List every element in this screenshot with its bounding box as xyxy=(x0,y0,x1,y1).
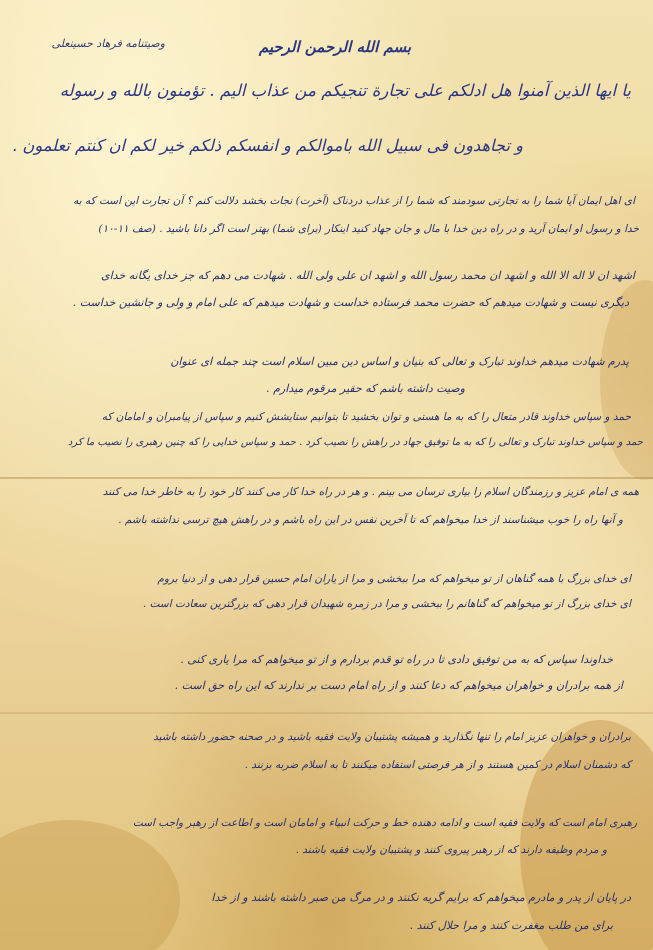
text-line: ای اهل ایمان آیا شما را به تجارتی سودمند که شما را از عذاب دردناک (آخرت) نجات بخشد دلالت کنم ؟ آن تجارت این است که به xyxy=(73,195,635,207)
paper-fold xyxy=(0,477,653,479)
water-stain xyxy=(600,280,653,480)
text-line: همه ی امام عزیز و رزمندگان اسلام را بیاری ترسان می بینم . و هر در راه خدا کار می کنند کار خود را به خاطر خدا می کنند xyxy=(102,486,639,498)
text-line: برادران و خواهران عزیز امام را تنها نگذارید و همیشه پشتیبان ولایت فقیه باشید و در صحنه حضور داشته باشید xyxy=(153,731,631,743)
text-line: از همه برادران و خواهران میخواهم که دعا کنند و از راه امام دست بر ندارند که این راه حق است . xyxy=(174,679,623,692)
text-line: پدرم شهادت میدهم خداوند تبارک و تعالی که بنیان و اساس دین مبین اسلام است چند جمله ای عنوان xyxy=(170,355,629,368)
paper-fold xyxy=(0,712,653,714)
water-stain xyxy=(0,820,180,950)
text-line: حمد و سپاس خداوند قادر متعال را که به ما هستی و توان بخشید تا بتوانیم ستایشش کنیم و سپاس از پیامبران و امامان که xyxy=(101,411,631,423)
text-line: اشهد ان لا اله الا الله و اشهد ان محمد رسول الله و اشهد ان علی ولی الله . شهادت می دهم که جز خدای یگانه خدای xyxy=(101,269,635,282)
author-note: وصیتنامه فرهاد حسینعلی xyxy=(51,37,165,50)
text-line: و آنها راه را خوب میشناسند از خدا میخواهم که تا آخرین نفس در این راه باشم و در راهش هیچ ترسی نداشته باشم . xyxy=(118,514,623,526)
text-line: وصیت داشته باشم که حقیر مرقوم میدارم . xyxy=(266,382,465,395)
text-line: دیگری نیست و شهادت میدهم که حضرت محمد فرستاده خداست و شهادت میدهم که علی امام و ولی و جانشین خداست . xyxy=(72,296,629,309)
verse-line: یا ایها الذین آمنوا هل ادلکم علی تجارة تنجیکم من عذاب الیم . تؤمنون بالله و رسوله xyxy=(59,81,631,100)
text-line: ای خدای بزرگ با همه گناهان از تو میخواهم که مرا ببخشی و مرا از یاران امام حسین قرار دهی و از دنیا بروم xyxy=(157,573,631,585)
text-line: و مردم وظیفه دارند که از رهبر پیروی کنند و پشتیبان ولایت فقیه باشند . xyxy=(295,844,607,856)
text-line: برای من طلب مغفرت کنند و مرا حلال کنند . xyxy=(409,919,613,932)
text-line: خدا و رسول او ایمان آرید و در راه دین خدا با مال و جان جهاد کنید اینکار (برای شما) بهتر است اگر دانا باشید . (صف ۱۱-۱۰) xyxy=(98,223,639,235)
text-line: حمد و سپاس خداوند تبارک و تعالی را که به ما توفیق جهاد در راهش را نصیب کرد . حمد و سپاس خدایی را که چنین رهبری را نصیب ما کرد xyxy=(67,437,643,448)
text-line: رهبری امام است که ولایت فقیه است و ادامه دهنده خط و حرکت انبیاء و امامان است و اطاعت از رهبر واجب است xyxy=(132,817,637,829)
text-line: در پایان از پدر و مادرم میخواهم که برایم گریه نکنند و در مرگ من صبر داشته باشند و از خدا xyxy=(211,891,631,904)
text-line: که دشمنان اسلام در کمین هستند و از هر فرصتی استفاده میکنند تا به اسلام ضربه بزنند . xyxy=(244,759,631,771)
verse-line: و تجاهدون فی سبیل الله باموالکم و انفسکم ذلکم خیر لکم ان کنتم تعلمون . xyxy=(12,136,523,155)
water-stain xyxy=(520,720,653,950)
basmala: بسم الله الرحمن الرحیم xyxy=(258,38,411,56)
text-line: ای خدای بزرگ از تو میخواهم که گناهانم را ببخشی و مرا در زمره شهیدان قرار دهی که بزرگترین سعادت است . xyxy=(142,598,631,610)
text-line: خداوندا سپاس که به من توفیق دادی تا در راه تو قدم بردارم و از تو میخواهم که مرا یاری کنی . xyxy=(180,653,613,666)
